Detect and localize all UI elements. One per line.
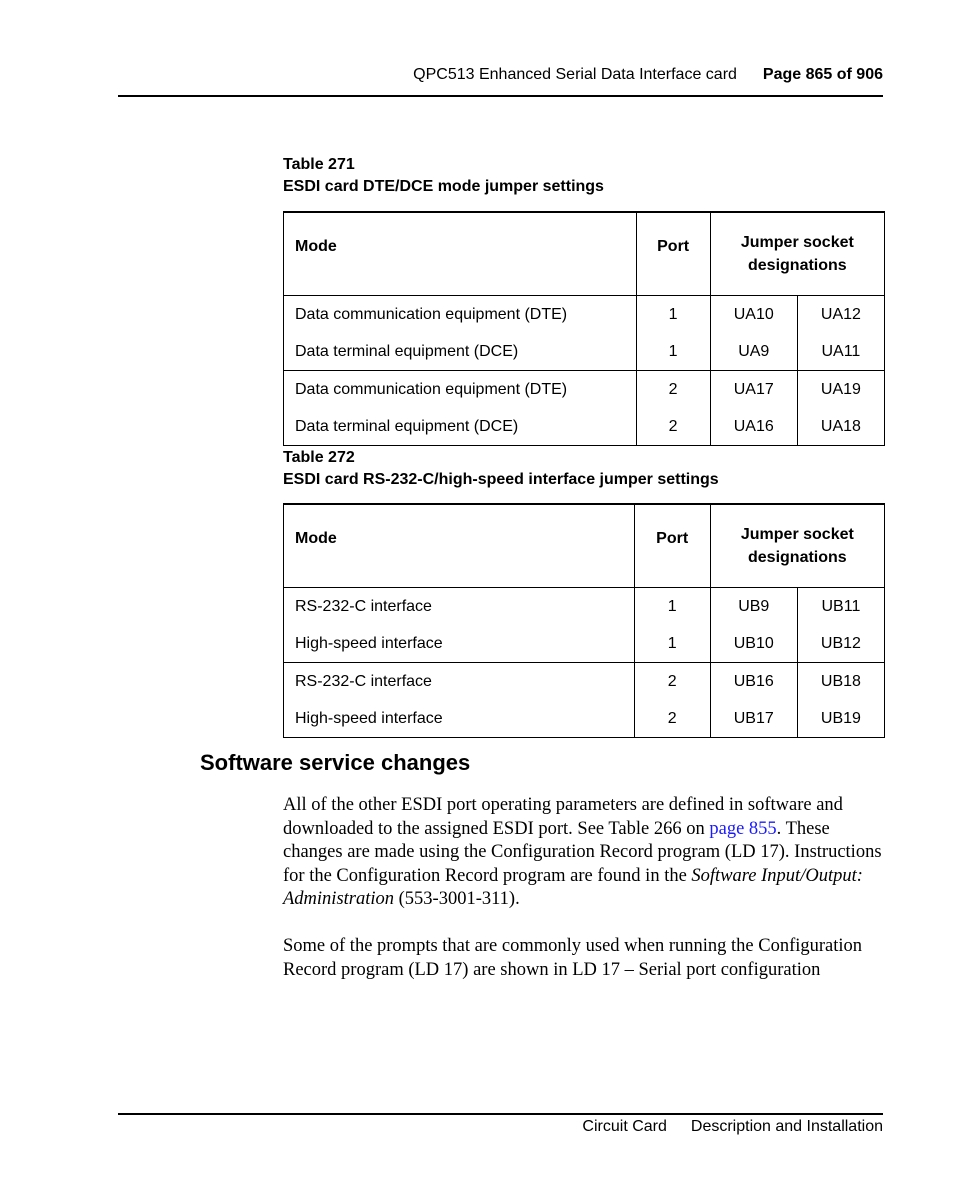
table-row <box>284 371 885 409</box>
table-row <box>284 296 885 334</box>
port-cell: 2 <box>636 408 710 446</box>
document-title: QPC513 Enhanced Serial Data Interface card <box>413 66 737 83</box>
paragraph-1 <box>283 794 888 912</box>
socket-cell: UB11 <box>797 588 884 626</box>
table-271-caption <box>283 154 604 198</box>
socket-cell: UA9 <box>710 333 797 371</box>
socket-cell: UA11 <box>797 333 884 371</box>
header-rule <box>118 95 883 97</box>
column-header-jumper-line2: designations <box>748 257 847 274</box>
mode-cell: RS-232-C interface <box>284 663 635 701</box>
mode-cell: High-speed interface <box>295 634 443 652</box>
socket-cell: UB9 <box>710 588 797 626</box>
table-272-caption <box>283 447 719 491</box>
column-header-jumper-line2: designations <box>748 549 847 566</box>
column-header-jumper-line1: Jumper socket <box>740 526 854 543</box>
table-271-title: ESDI card DTE/DCE mode jumper settings <box>283 178 604 195</box>
mode-cell: RS-232-C interface <box>295 597 432 615</box>
table-row <box>284 588 885 626</box>
footer-left: Circuit Card <box>582 1118 667 1135</box>
port-cell: 1 <box>636 333 710 371</box>
socket-cell: UA17 <box>710 371 797 409</box>
socket-cell: UA12 <box>797 296 884 334</box>
socket-cell: UB19 <box>797 700 884 738</box>
column-header-jumper-line1: Jumper socket <box>740 234 854 251</box>
table-row <box>284 333 885 371</box>
column-header-mode: Mode <box>284 212 637 296</box>
paragraph-1-text-3: (553-3001-311). <box>394 889 520 909</box>
table-272-title: ESDI card RS-232-C/high-speed interface jumper settings <box>283 471 719 488</box>
column-header-port: Port <box>636 212 710 296</box>
paragraph-2: Some of the prompts that are commonly used when running the Configuration Record program (LD 17) are shown in LD 17 – Serial port configuration <box>283 936 863 980</box>
table-row <box>284 625 885 663</box>
socket-cell: UA16 <box>710 408 797 446</box>
page-footer <box>118 1118 883 1136</box>
document-reference: Software Input/Output: Administration <box>283 865 863 909</box>
footer-rule <box>118 1113 883 1115</box>
port-cell: 2 <box>634 700 710 738</box>
paragraph-1-text: All of the other ESDI port operating parameters are defined in software and downloaded to the assigned ESDI port. See Table 266 on <box>283 795 843 839</box>
mode-cell: Data terminal equipment (DCE) <box>295 417 519 435</box>
table-272 <box>283 503 885 738</box>
port-cell: 1 <box>634 625 710 663</box>
table-271-number: Table 271 <box>283 156 355 173</box>
table-271 <box>283 211 885 446</box>
socket-cell: UB16 <box>710 663 797 701</box>
mode-cell: Data communication equipment (DTE) <box>295 305 568 323</box>
socket-cell: UA19 <box>797 371 884 409</box>
socket-cell: UB18 <box>797 663 884 701</box>
table-row <box>284 663 885 701</box>
footer-right: Description and Installation <box>690 1118 883 1135</box>
page-number: Page 865 of 906 <box>762 66 883 83</box>
socket-cell: UA18 <box>797 408 884 446</box>
port-cell: 2 <box>634 663 710 701</box>
mode-cell: High-speed interface <box>295 709 443 727</box>
column-header-jumper <box>710 504 884 588</box>
socket-cell: UB17 <box>710 700 797 738</box>
socket-cell: UA10 <box>710 296 797 334</box>
mode-cell: Data communication equipment (DTE) <box>284 371 637 409</box>
table-row <box>284 408 885 446</box>
column-header-mode: Mode <box>284 504 635 588</box>
column-header-jumper <box>710 212 884 296</box>
table-272-number: Table 272 <box>283 449 355 466</box>
table-row <box>284 700 885 738</box>
column-header-port: Port <box>634 504 710 588</box>
port-cell: 1 <box>636 296 710 334</box>
socket-cell: UB12 <box>797 625 884 663</box>
socket-cell: UB10 <box>710 625 797 663</box>
mode-cell: Data terminal equipment (DCE) <box>295 342 519 360</box>
section-heading: Software service changes <box>200 750 471 775</box>
port-cell: 1 <box>634 588 710 626</box>
page-header <box>118 66 883 86</box>
paragraph-1-text-2: . These changes are made using the Configuration Record program (LD 17). Instructions for the Configuration Record program are found in the <box>283 818 882 886</box>
page-855-link[interactable]: page 855 <box>709 818 777 839</box>
port-cell: 2 <box>636 371 710 409</box>
